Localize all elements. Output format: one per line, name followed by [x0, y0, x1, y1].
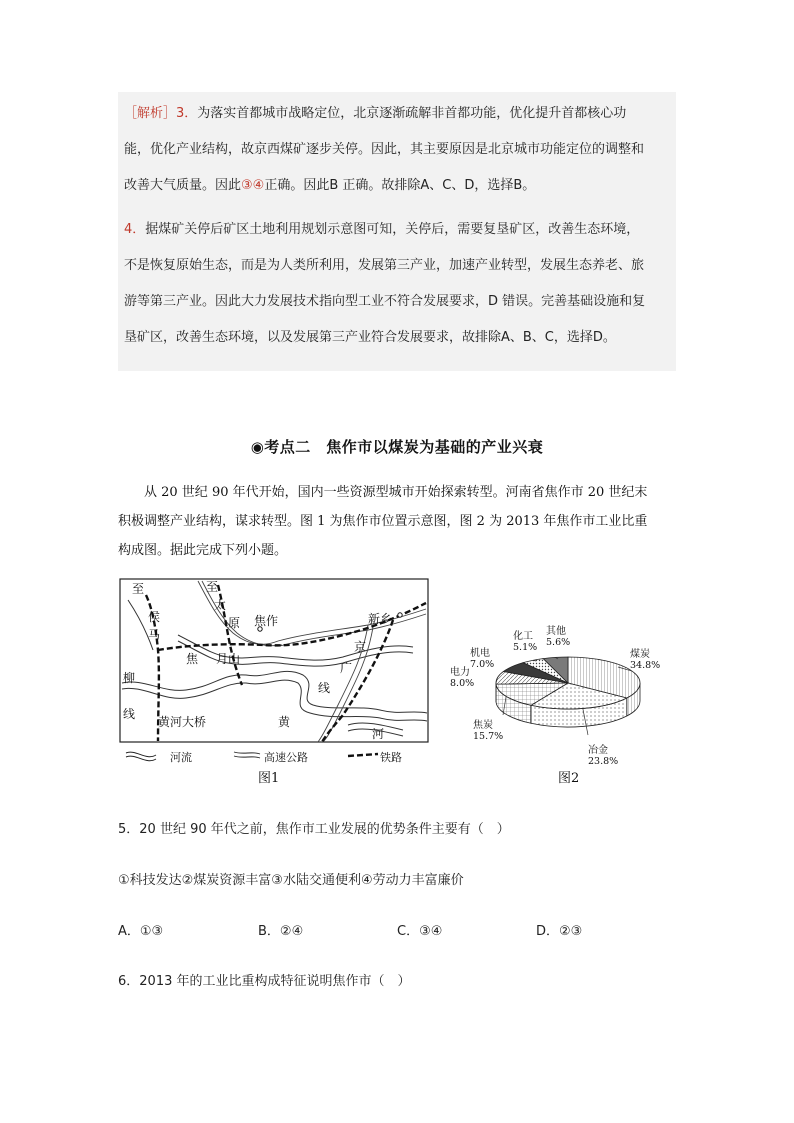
intro-line-1 [118, 478, 678, 507]
intro-text: 从 20 世纪 90 年代开始，国内一些资源型城市开始探索转型。河南省焦作市 20 世纪末 [144, 485, 648, 500]
map-label-he: 河 [372, 727, 385, 741]
map-label-guang: 广 [340, 661, 353, 675]
q4-number: 4． [124, 222, 146, 237]
pie-category-label: 化工 [513, 631, 533, 642]
pie-category-label: 煤炭 [630, 649, 650, 660]
pie-category-label: 其他 [546, 626, 566, 637]
analysis-highlight: ③④ [241, 178, 265, 193]
analysis-line-1 [124, 96, 670, 132]
analysis-line-2: 能，优化产业结构，故京西煤矿逐步关停。因此，其主要原因是北京城市功能定位的调整和 [124, 142, 645, 157]
map-label-liu: 柳 [123, 671, 136, 685]
analysis-box [118, 92, 676, 371]
figure1-caption: 图1 [258, 771, 280, 786]
map-legend [126, 750, 402, 764]
analysis-text: 改善大气质量。因此 [124, 178, 242, 193]
map-label-xian-right: 线 [318, 681, 331, 695]
pie-category-label: 机电 [470, 648, 490, 659]
map-label-jiaozuo: 焦作 [254, 614, 279, 628]
q3-number: 3． [176, 106, 198, 121]
analysis-line-3 [124, 168, 670, 204]
figures-svg [118, 575, 688, 790]
section-title: ◉考点二 焦作市以煤炭为基础的产业兴衰 [250, 438, 544, 456]
map-label-yueshan: 月山 [216, 652, 241, 666]
analysis-line-5: 不是恢复原始生态，而是为人类所利用，发展第三产业，加速产业转型，发展生态养老、旅 [124, 258, 645, 273]
map-label-ma: 马 [148, 628, 161, 642]
figures [118, 575, 688, 790]
map-label-zhi-left: 至 [132, 582, 145, 596]
analysis-prefix: ［解析］ [124, 106, 177, 121]
analysis-text: 为落实首都城市战略定位，北京逐渐疏解非首都功能，优化提升首都核心功 [197, 106, 627, 121]
map-label-jing: 京 [354, 640, 367, 654]
analysis-line-7: 垦矿区，改善生态环境，以及发展第三产业符合发展要求，故排除A、B、C，选择D。 [124, 330, 616, 345]
legend-railway-label: 铁路 [380, 751, 402, 764]
pie-value-label: 5.1% [513, 642, 538, 653]
map-label-bridge: 黄河大桥 [158, 715, 207, 729]
analysis-text: 正确。因此B 正确。故排除A、C、D，选择B。 [264, 178, 536, 193]
legend-railway-symbol [348, 754, 378, 756]
analysis-line-6: 游等第三产业。因此大力发展技术指向型工业不符合发展要求，D 错误。完善基础设施和复 [124, 294, 646, 309]
legend-river-label: 河流 [170, 751, 192, 764]
question-5: 5．20 世纪 90 年代之前，焦作市工业发展的优势条件主要有（ ） [118, 822, 510, 837]
map-label-xinxiang: 新乡 [368, 612, 393, 626]
analysis-text: 据煤矿关停后矿区土地利用规划示意图可知，关停后，需要复垦矿区，改善生态环境， [145, 222, 640, 237]
map-label-jiao: 焦 [186, 652, 199, 666]
xinxiang-city-marker [398, 613, 402, 617]
option-c[interactable]: C．③④ [397, 924, 443, 939]
intro-line-2: 积极调整产业结构，谋求转型。图 1 为焦作市位置示意图，图 2 为 2013 年焦作市工业比重 [118, 514, 648, 529]
intro-line-3: 构成图。据此完成下列小题。 [118, 543, 288, 558]
pie-value-label: 8.0% [450, 678, 475, 689]
map-label-hou: 侯 [148, 610, 161, 624]
pie-category-label: 冶金 [588, 745, 608, 756]
question-6: 6．2013 年的工业比重构成特征说明焦作市（ ） [118, 974, 411, 989]
pie-value-label: 7.0% [470, 659, 495, 670]
legend-highway-symbol [234, 752, 260, 754]
pie-category-label: 焦炭 [473, 720, 493, 731]
location-map [120, 579, 428, 786]
pie-category-label: 电力 [450, 667, 470, 678]
industry-pie-chart [496, 657, 640, 727]
pie-value-label: 5.6% [546, 637, 571, 648]
map-label-xian-left: 线 [123, 707, 136, 721]
map-label-yuan: 原 [228, 616, 241, 630]
figure2-caption: 图2 [558, 771, 580, 786]
option-d[interactable]: D．②③ [536, 924, 583, 939]
pie-value-label: 15.7% [473, 731, 504, 742]
legend-highway-label: 高速公路 [264, 751, 308, 764]
analysis-line-4 [124, 212, 670, 248]
map-label-tai: 太 [214, 598, 227, 612]
option-b[interactable]: B．②④ [258, 924, 304, 939]
pie-value-label: 23.8% [588, 756, 619, 767]
question-5-items: ①科技发达②煤炭资源丰富③水陆交通便利④劳动力丰富廉价 [118, 873, 464, 888]
intro-paragraph [118, 478, 678, 565]
map-label-huang: 黄 [278, 715, 291, 729]
pie-value-label: 34.8% [630, 660, 661, 671]
option-a[interactable]: A．①③ [118, 924, 164, 939]
map-label-zhi-top: 至 [206, 580, 219, 594]
